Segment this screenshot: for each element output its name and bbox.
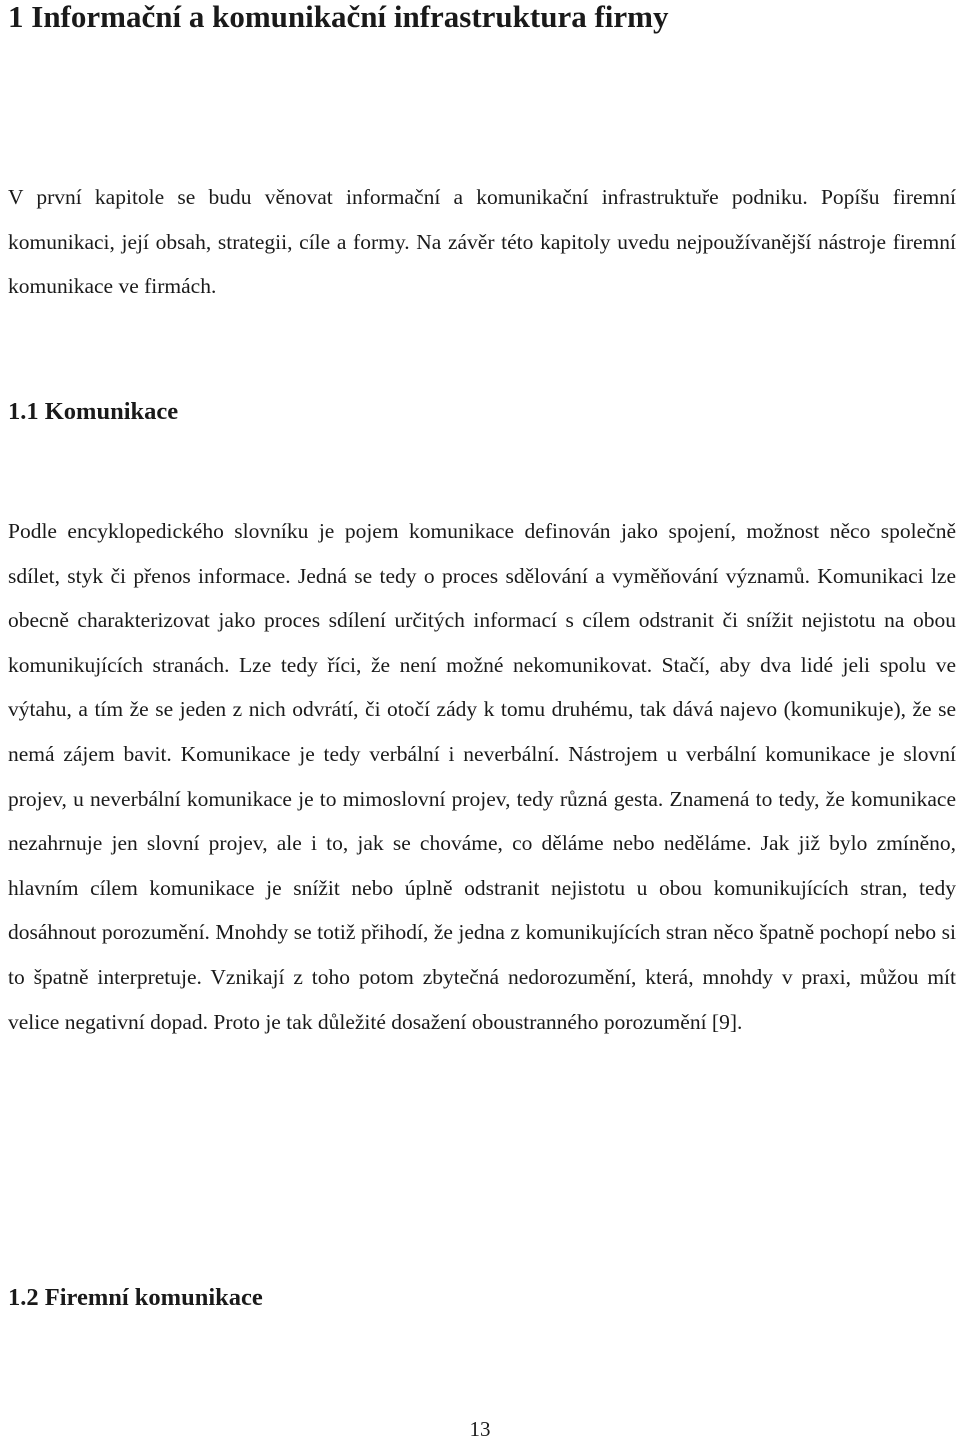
komunikace-paragraph: Podle encyklopedického slovníku je pojem komunikace definován jako spojení, možnost něco společně sdílet, styk či přenos informace. Jedná se tedy o proces sdělování a vyměňování významů. Komunikaci lze obecně charakterizovat jako proces sdílení určitých informací s cílem odstranit či snížit nejistotu na obou komunikujících stranách. Lze tedy říci, že není možné nekomunikovat. Stačí, aby dva lidé jeli spolu ve výtahu, a tím že se jeden z nich odvrátí, či otočí zády k tomu druhému, tak dává najevo (komunikuje), že se nemá zájem bavit. Komunikace je tedy verbální i neverbální. Nástrojem u verbální komunikace je slovní projev, u neverbální komunikace je to mimoslovní projev, tedy různá gesta. Znamená to tedy, že komunikace nezahrnuje jen slovní projev, ale i to, jak se chováme, co děláme nebo neděláme. Jak již bylo zmíněno, hlavním cílem komunikace je snížit nebo úplně odstranit nejistotu u obou komunikujících stran, tedy dosáhnout porozumění. Mnohdy se totiž přihodí, že jedna z komunikujících stran něco špatně pochopí nebo si to špatně interpretuje. Vznikají z toho potom zbytečná nedorozumění, která, mnohdy v praxi, můžou mít velice negativní dopad. Proto je tak důležité dosažení oboustranného porozumění [9]. xyxy=(8,519,956,1034)
section-heading-komunikace: 1.1 Komunikace xyxy=(8,398,179,425)
page-number: 13 xyxy=(469,1417,491,1441)
section-heading-firemni-komunikace: 1.2 Firemní komunikace xyxy=(8,1284,263,1311)
intro-paragraph: V první kapitole se budu věnovat informační a komunikační infrastruktuře podniku. Popíšu firemní komunikaci, její obsah, strategii, cíle a formy. Na závěr této kapitoly uvedu nejpoužívanější nástroje firemní komunikace ve firmách. xyxy=(8,185,956,299)
chapter-title: 1 Informační a komunikační infrastruktura firmy xyxy=(8,0,669,34)
